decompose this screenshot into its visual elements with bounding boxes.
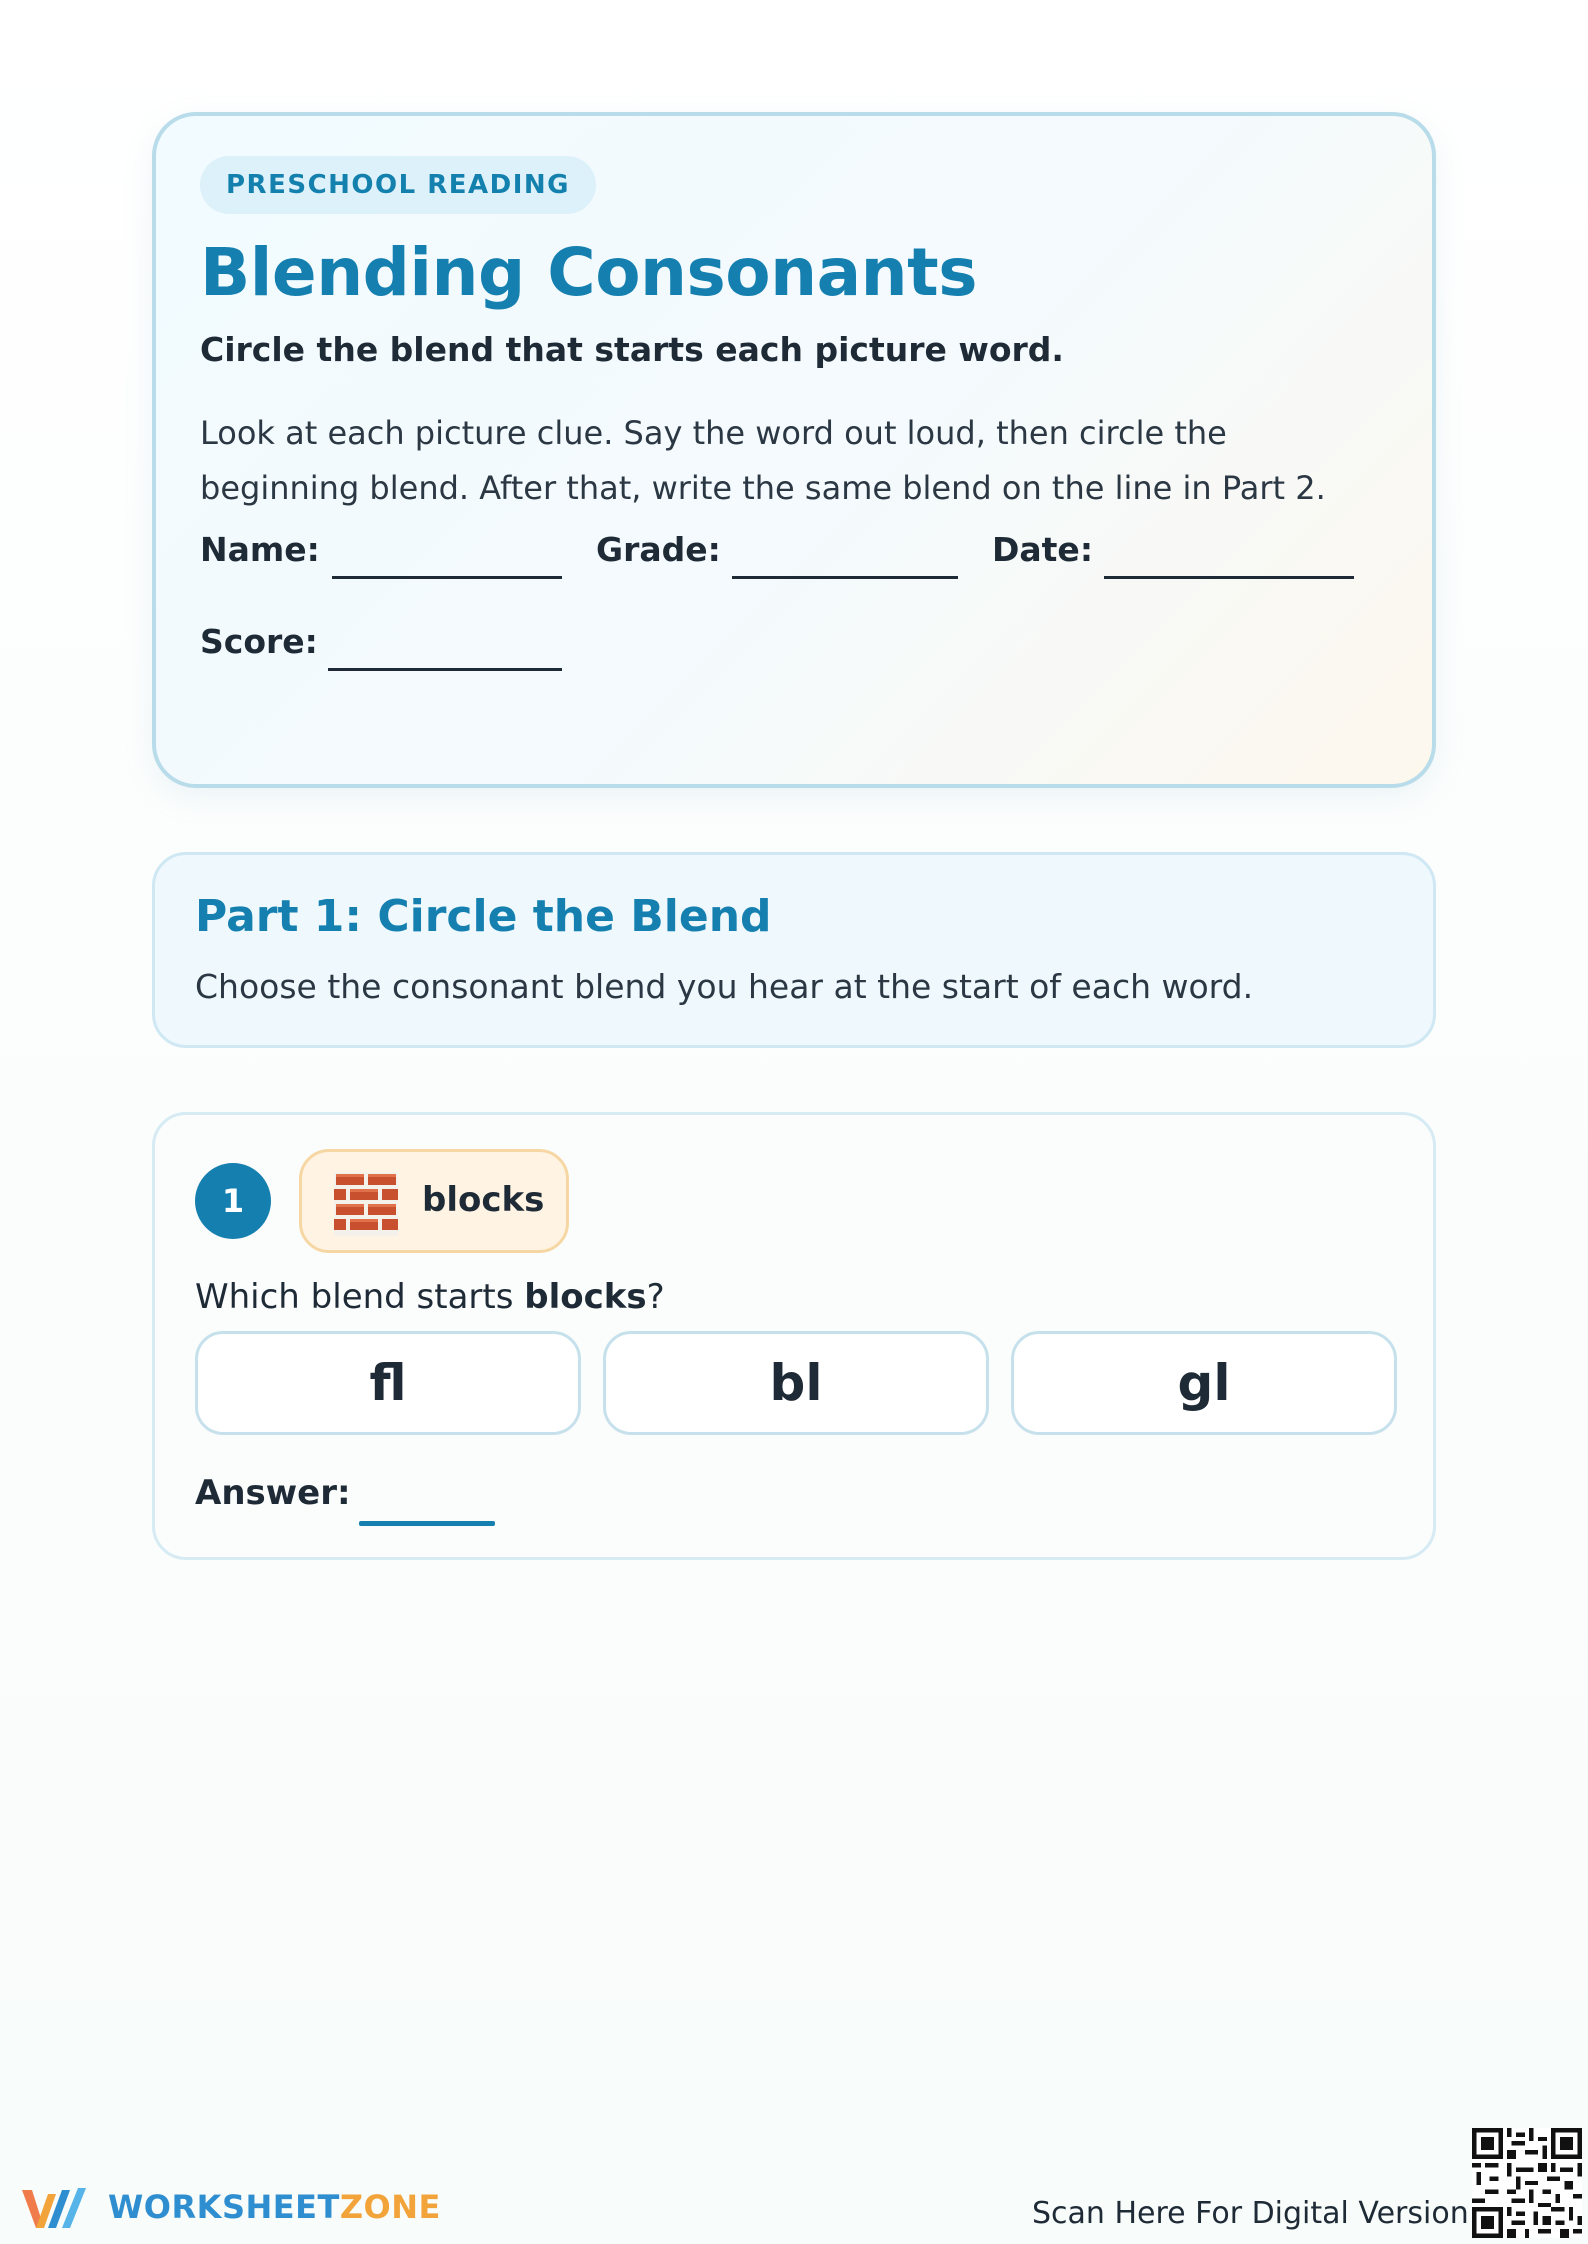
answer-label: Answer:	[195, 1473, 351, 1513]
brand-name	[108, 2188, 441, 2226]
option-fl[interactable]: fl	[195, 1331, 581, 1435]
header-card	[152, 112, 1436, 788]
name-line[interactable]	[332, 576, 562, 579]
name-field[interactable]	[200, 530, 320, 569]
brick-wall-icon	[334, 1172, 398, 1236]
score-label: Score:	[200, 622, 318, 661]
category-tag: PRESCHOOL READING	[200, 156, 596, 214]
worksheetzone-logo-icon	[18, 2184, 96, 2234]
score-field[interactable]	[200, 622, 318, 661]
date-line[interactable]	[1104, 576, 1354, 579]
grade-label: Grade:	[596, 530, 721, 569]
picture-word-chip	[299, 1149, 569, 1253]
name-label: Name:	[200, 530, 320, 569]
part1-description: Choose the consonant blend you hear at the start of each word.	[195, 967, 1254, 1006]
score-line[interactable]	[328, 668, 562, 671]
qr-code-icon[interactable]	[1472, 2128, 1582, 2238]
prompt-suffix: ?	[646, 1277, 665, 1317]
option-bl[interactable]: bl	[603, 1331, 989, 1435]
option-gl[interactable]: gl	[1011, 1331, 1397, 1435]
brand-part1: WORKSHEET	[108, 2188, 340, 2226]
grade-field[interactable]	[596, 530, 721, 569]
answer-line[interactable]	[359, 1521, 495, 1526]
date-field[interactable]	[992, 530, 1093, 569]
question-card	[152, 1112, 1436, 1560]
part1-banner	[152, 852, 1436, 1048]
page-title: Blending Consonants	[200, 234, 977, 311]
page-subtitle: Circle the blend that starts each picture word.	[200, 330, 1064, 369]
prompt-word: blocks	[524, 1277, 647, 1317]
date-label: Date:	[992, 530, 1094, 569]
scan-text: Scan Here For Digital Version	[1032, 2196, 1469, 2231]
prompt-prefix: Which blend starts	[195, 1277, 525, 1317]
instructions-text: Look at each picture clue. Say the word out loud, then circle the beginning blend. After that, write the same blend on the line in Part 2.	[200, 414, 1326, 507]
brand-part2: ZONE	[339, 2188, 441, 2226]
grade-line[interactable]	[732, 576, 958, 579]
question-prompt	[195, 1277, 665, 1317]
picture-word: blocks	[422, 1180, 545, 1220]
part1-title: Part 1: Circle the Blend	[195, 891, 772, 942]
question-number-badge: 1	[195, 1163, 271, 1239]
